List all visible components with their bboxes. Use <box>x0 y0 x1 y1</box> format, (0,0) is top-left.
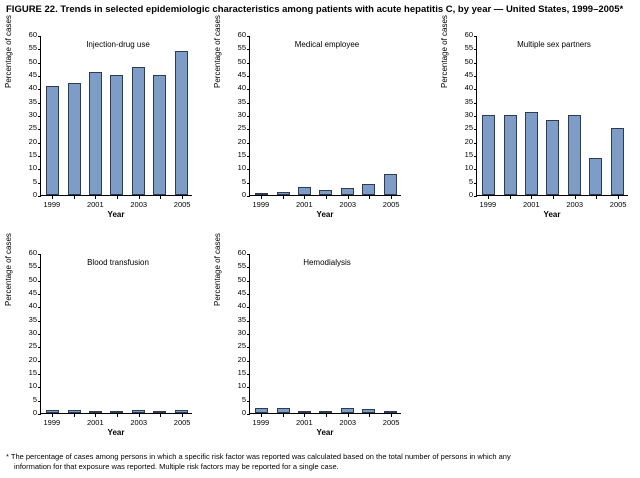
bar <box>153 75 166 195</box>
x-tick-label: 2003 <box>339 418 357 427</box>
y-tick-label: 40 <box>237 83 246 93</box>
y-tick-label: 10 <box>28 163 37 173</box>
x-axis-ticks <box>40 414 192 428</box>
y-tick-mark <box>38 334 41 335</box>
panel-title: Medical employee <box>294 40 360 49</box>
x-tick-label: 2003 <box>566 200 584 209</box>
y-tick-mark <box>247 401 250 402</box>
x-tick-mark <box>52 196 53 199</box>
y-tick-label: 25 <box>28 341 37 351</box>
bar <box>384 411 397 413</box>
x-tick-label: 2001 <box>86 200 104 209</box>
y-tick-label: 40 <box>28 301 37 311</box>
y-tick-label: 15 <box>237 368 246 377</box>
y-tick-label: 30 <box>28 110 37 119</box>
y-tick-label: 50 <box>237 56 246 66</box>
x-tick-label: 2001 <box>295 200 313 209</box>
chart-panel-medical-employee <box>213 15 413 238</box>
y-tick-label: 15 <box>237 150 246 159</box>
y-tick-mark <box>38 49 41 50</box>
y-tick-mark <box>247 254 250 255</box>
y-tick-label: 0 <box>241 408 246 417</box>
y-tick-mark <box>38 267 41 268</box>
y-tick-mark <box>38 169 41 170</box>
panel-title: Hemodialysis <box>303 258 351 267</box>
x-tick-mark <box>326 414 327 417</box>
x-tick-mark <box>348 196 349 199</box>
x-tick-label: 2005 <box>382 418 400 427</box>
y-tick-label: 60 <box>237 248 246 257</box>
bar <box>110 411 123 413</box>
bar <box>255 408 268 413</box>
y-tick-mark <box>474 129 477 130</box>
y-tick-label: 0 <box>32 408 37 417</box>
y-tick-mark <box>247 156 250 157</box>
bar-series <box>42 36 192 195</box>
x-axis-ticks <box>249 196 401 210</box>
y-tick-mark <box>247 76 250 77</box>
y-tick-label: 35 <box>237 314 246 324</box>
y-tick-label: 20 <box>28 136 37 146</box>
y-tick-label: 45 <box>237 70 246 79</box>
y-tick-label: 45 <box>28 70 37 79</box>
bar <box>341 188 354 195</box>
y-tick-label: 25 <box>237 123 246 133</box>
chart-panel-blood-transfusion <box>4 233 204 456</box>
x-axis-label: Year <box>316 428 334 437</box>
x-tick-label: 1999 <box>252 418 270 427</box>
bar <box>110 75 123 195</box>
y-tick-label: 10 <box>28 381 37 391</box>
bar <box>341 408 354 413</box>
bar <box>277 408 290 413</box>
y-tick-label: 50 <box>464 56 473 66</box>
x-tick-mark <box>261 196 262 199</box>
bar <box>46 410 59 413</box>
x-tick-mark <box>283 414 284 417</box>
plot-area <box>464 30 628 199</box>
y-tick-mark <box>247 129 250 130</box>
bar-series <box>251 254 401 413</box>
x-tick-mark <box>95 414 96 417</box>
y-tick-mark <box>474 63 477 64</box>
bar <box>319 190 332 195</box>
y-tick-label: 50 <box>28 274 37 284</box>
x-axis-label: Year <box>107 428 125 437</box>
bar <box>504 115 517 195</box>
y-tick-label: 10 <box>237 381 246 391</box>
y-tick-label: 5 <box>241 394 246 404</box>
y-tick-mark <box>247 103 250 104</box>
x-tick-mark <box>488 196 489 199</box>
x-tick-label: 2001 <box>522 200 540 209</box>
y-tick-label: 5 <box>32 394 37 404</box>
y-tick-label: 55 <box>464 43 473 53</box>
y-tick-mark <box>474 143 477 144</box>
x-tick-mark <box>283 196 284 199</box>
bar-series <box>251 36 401 195</box>
y-tick-label: 5 <box>468 176 473 186</box>
y-tick-mark <box>38 361 41 362</box>
y-tick-mark <box>247 294 250 295</box>
x-tick-mark <box>261 414 262 417</box>
x-axis-ticks <box>40 196 192 210</box>
y-tick-mark <box>38 63 41 64</box>
y-tick-mark <box>474 103 477 104</box>
y-tick-label: 50 <box>237 274 246 284</box>
bar <box>298 187 311 195</box>
y-axis-label: Percentage of cases <box>213 233 222 306</box>
bar <box>384 174 397 195</box>
y-tick-label: 60 <box>28 30 37 39</box>
x-tick-label: 2001 <box>295 418 313 427</box>
y-tick-mark <box>247 334 250 335</box>
y-tick-label: 25 <box>28 123 37 133</box>
y-tick-label: 20 <box>464 136 473 146</box>
bar <box>68 410 81 413</box>
panel-title: Blood transfusion <box>87 258 149 267</box>
x-tick-label: 1999 <box>252 200 270 209</box>
y-tick-label: 5 <box>32 176 37 186</box>
y-tick-mark <box>247 169 250 170</box>
y-tick-mark <box>247 267 250 268</box>
y-tick-mark <box>247 387 250 388</box>
chart-panel-hemodialysis <box>213 233 413 456</box>
y-tick-mark <box>247 89 250 90</box>
y-tick-label: 35 <box>237 96 246 106</box>
x-tick-mark <box>74 196 75 199</box>
bar <box>568 115 581 195</box>
y-tick-mark <box>38 129 41 130</box>
y-tick-mark <box>38 89 41 90</box>
x-tick-label: 2001 <box>86 418 104 427</box>
y-tick-mark <box>474 36 477 37</box>
y-tick-mark <box>38 76 41 77</box>
y-tick-label: 15 <box>28 368 37 377</box>
x-tick-mark <box>391 196 392 199</box>
y-tick-label: 35 <box>464 96 473 106</box>
bar <box>132 410 145 413</box>
y-tick-mark <box>247 116 250 117</box>
y-tick-label: 20 <box>28 354 37 364</box>
y-tick-label: 40 <box>28 83 37 93</box>
x-tick-mark <box>95 196 96 199</box>
y-tick-mark <box>38 143 41 144</box>
y-tick-label: 30 <box>237 110 246 119</box>
x-tick-mark <box>117 196 118 199</box>
y-tick-label: 55 <box>28 261 37 271</box>
panel-title: Injection-drug use <box>86 40 150 49</box>
y-tick-label: 25 <box>237 341 246 351</box>
x-tick-mark <box>160 414 161 417</box>
y-tick-label: 15 <box>28 150 37 159</box>
y-tick-mark <box>474 116 477 117</box>
x-tick-mark <box>304 196 305 199</box>
bar <box>132 67 145 195</box>
bar <box>255 193 268 195</box>
y-tick-label: 35 <box>28 314 37 324</box>
x-tick-label: 2003 <box>130 200 148 209</box>
y-tick-mark <box>247 321 250 322</box>
y-tick-mark <box>38 103 41 104</box>
y-tick-label: 0 <box>241 190 246 199</box>
y-tick-mark <box>38 281 41 282</box>
x-tick-mark <box>553 196 554 199</box>
y-tick-mark <box>247 374 250 375</box>
bar <box>362 409 375 413</box>
x-tick-mark <box>160 196 161 199</box>
y-tick-label: 50 <box>28 56 37 66</box>
plot-area <box>28 248 192 417</box>
y-tick-mark <box>247 307 250 308</box>
plot-area <box>28 30 192 199</box>
y-tick-label: 20 <box>237 136 246 146</box>
y-tick-label: 60 <box>237 30 246 39</box>
y-tick-mark <box>247 63 250 64</box>
x-tick-label: 1999 <box>43 418 61 427</box>
bar <box>68 83 81 195</box>
x-tick-mark <box>369 414 370 417</box>
x-axis-ticks <box>476 196 628 210</box>
x-tick-mark <box>117 414 118 417</box>
y-tick-mark <box>247 361 250 362</box>
y-tick-label: 45 <box>28 288 37 297</box>
x-axis-label: Year <box>543 210 561 219</box>
y-axis-label: Percentage of cases <box>4 233 13 306</box>
y-axis-label: Percentage of cases <box>440 15 449 88</box>
x-tick-mark <box>139 414 140 417</box>
x-tick-mark <box>52 414 53 417</box>
x-tick-label: 2005 <box>173 418 191 427</box>
y-tick-mark <box>38 347 41 348</box>
chart-panel-multiple-sex-partners <box>440 15 640 238</box>
y-axis-label: Percentage of cases <box>4 15 13 88</box>
y-tick-mark <box>38 387 41 388</box>
plot-area <box>237 248 401 417</box>
y-tick-mark <box>474 156 477 157</box>
y-tick-mark <box>38 116 41 117</box>
y-tick-label: 0 <box>32 190 37 199</box>
bar <box>362 184 375 195</box>
y-tick-mark <box>38 156 41 157</box>
y-tick-mark <box>38 307 41 308</box>
y-tick-mark <box>474 89 477 90</box>
x-tick-mark <box>596 196 597 199</box>
x-tick-mark <box>182 414 183 417</box>
y-tick-label: 0 <box>468 190 473 199</box>
bar <box>89 72 102 195</box>
x-tick-label: 2005 <box>382 200 400 209</box>
y-tick-mark <box>474 49 477 50</box>
y-tick-mark <box>247 36 250 37</box>
bar <box>277 192 290 195</box>
y-tick-mark <box>38 36 41 37</box>
x-tick-mark <box>531 196 532 199</box>
x-axis-label: Year <box>107 210 125 219</box>
y-tick-mark <box>247 347 250 348</box>
panel-title: Multiple sex partners <box>517 40 591 49</box>
bar-series <box>478 36 628 195</box>
y-tick-mark <box>474 169 477 170</box>
x-tick-mark <box>304 414 305 417</box>
y-tick-label: 10 <box>237 163 246 173</box>
y-tick-label: 60 <box>28 248 37 257</box>
figure-footnote <box>6 452 634 472</box>
x-tick-mark <box>348 414 349 417</box>
bar <box>175 51 188 195</box>
x-tick-label: 2003 <box>130 418 148 427</box>
bar <box>153 411 166 413</box>
footnote-line-2: information for that exposure was reported. Multiple risk factors may be reported for a single case. <box>14 462 339 471</box>
x-axis-label: Year <box>316 210 334 219</box>
bar <box>525 112 538 195</box>
y-tick-mark <box>247 143 250 144</box>
x-tick-mark <box>74 414 75 417</box>
x-tick-mark <box>326 196 327 199</box>
y-tick-label: 30 <box>464 110 473 119</box>
y-tick-label: 15 <box>464 150 473 159</box>
y-tick-mark <box>474 76 477 77</box>
x-tick-mark <box>391 414 392 417</box>
bar <box>298 411 311 413</box>
y-axis-label: Percentage of cases <box>213 15 222 88</box>
bar <box>89 411 102 413</box>
y-tick-label: 30 <box>28 328 37 337</box>
y-tick-label: 20 <box>237 354 246 364</box>
y-tick-mark <box>38 183 41 184</box>
y-tick-label: 40 <box>237 301 246 311</box>
bar <box>175 410 188 413</box>
x-tick-mark <box>510 196 511 199</box>
y-tick-label: 40 <box>464 83 473 93</box>
y-tick-label: 45 <box>464 70 473 79</box>
bar-series <box>42 254 192 413</box>
bar <box>482 115 495 195</box>
y-tick-label: 25 <box>464 123 473 133</box>
y-tick-mark <box>247 281 250 282</box>
bar <box>319 411 332 413</box>
y-tick-mark <box>474 183 477 184</box>
y-tick-mark <box>38 254 41 255</box>
figure-title: FIGURE 22. Trends in selected epidemiologic characteristics among patients with acute hepatitis C, by year — United States, 1999–2005* <box>6 4 624 15</box>
bar <box>46 86 59 195</box>
x-tick-label: 2005 <box>609 200 627 209</box>
bar <box>611 128 624 195</box>
x-tick-mark <box>182 196 183 199</box>
y-tick-label: 55 <box>28 43 37 53</box>
x-tick-mark <box>139 196 140 199</box>
plot-area <box>237 30 401 199</box>
x-tick-label: 2005 <box>173 200 191 209</box>
y-tick-mark <box>38 294 41 295</box>
y-tick-label: 10 <box>464 163 473 173</box>
y-tick-mark <box>247 49 250 50</box>
y-tick-mark <box>38 374 41 375</box>
footnote-line-1: * The percentage of cases among persons in which a specific risk factor was reported was calculated based on the total number of persons in which any <box>6 452 511 461</box>
x-tick-label: 1999 <box>479 200 497 209</box>
x-tick-mark <box>575 196 576 199</box>
y-tick-label: 45 <box>237 288 246 297</box>
x-tick-mark <box>369 196 370 199</box>
x-tick-label: 2003 <box>339 200 357 209</box>
bar <box>546 120 559 195</box>
y-tick-label: 5 <box>241 176 246 186</box>
bar <box>589 158 602 195</box>
x-axis-ticks <box>249 414 401 428</box>
y-tick-label: 60 <box>464 30 473 39</box>
x-tick-label: 1999 <box>43 200 61 209</box>
y-tick-label: 55 <box>237 261 246 271</box>
y-tick-mark <box>247 183 250 184</box>
x-tick-mark <box>618 196 619 199</box>
y-tick-mark <box>38 321 41 322</box>
y-tick-label: 30 <box>237 328 246 337</box>
y-tick-label: 35 <box>28 96 37 106</box>
y-tick-label: 55 <box>237 43 246 53</box>
y-tick-mark <box>38 401 41 402</box>
chart-panel-injection-drug-use <box>4 15 204 238</box>
